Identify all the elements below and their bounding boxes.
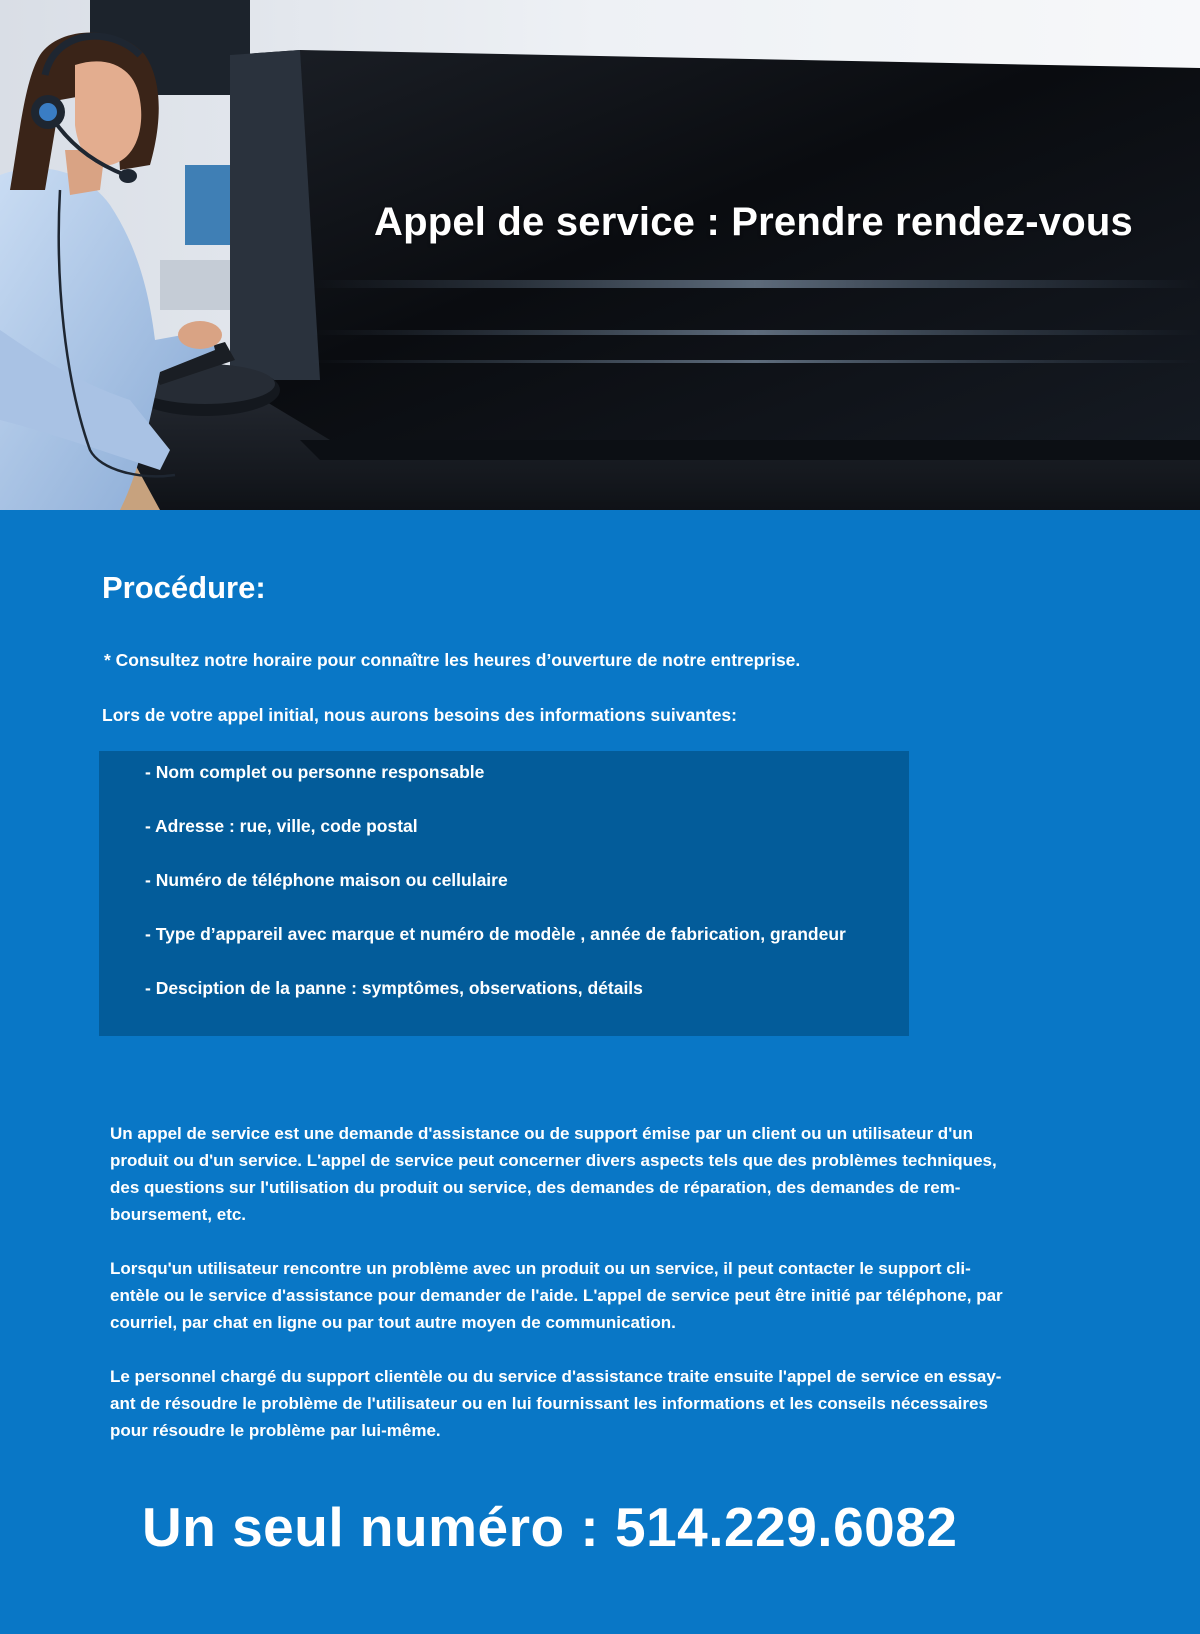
page-title: Appel de service : Prendre rendez-vous: [374, 200, 1133, 244]
schedule-note: * Consultez notre horaire pour connaître les heures d’ouverture de notre entreprise.: [104, 650, 801, 670]
description-paragraph-2: Lorsqu'un utilisateur rencontre un problème avec un produit ou un service, il peut contacter le support cli- entèle ou le service d'assistance pour demander de l'aide. L'appel de service peut être initié par téléphone, par courriel, par chat en ligne ou par tout autre moyen de communication.: [110, 1259, 1003, 1332]
list-item-device-type: - Type d’appareil avec marque et numéro de modèle , année de fabrication, grandeur: [145, 924, 846, 944]
list-item-full-name: - Nom complet ou personne responsable: [145, 762, 485, 782]
hero-banner: [0, 0, 1200, 510]
procedure-heading: Procédure:: [102, 570, 266, 605]
phone-number: Un seul numéro : 514.229.6082: [142, 1496, 958, 1558]
list-item-phone-number: - Numéro de téléphone maison ou cellulaire: [145, 870, 508, 890]
service-call-description: [110, 1120, 1010, 1471]
list-item-fault-description: - Desciption de la panne : symptômes, observations, détails: [145, 978, 643, 998]
description-paragraph-3: Le personnel chargé du support clientèle ou du service d'assistance traite ensuite l'appel de service en essay- ant de résoudre le problème de l'utilisateur ou en lui fournissant les informations et les conseils nécessaires pour résoudre le problème par lui-même.: [110, 1367, 1002, 1440]
description-paragraph-1: Un appel de service est une demande d'assistance ou de support émise par un client ou un utilisateur d'un produit ou d'un service. L'appel de service peut concerner divers aspects tels que des problèmes techniques, des questions sur l'utilisation du produit ou service, des demandes de réparation, des demandes de rem- boursement, etc.: [110, 1124, 997, 1224]
required-info-box: [99, 751, 909, 1036]
hero-illustration: [0, 0, 1200, 510]
required-info-intro: Lors de votre appel initial, nous aurons besoins des informations suivantes:: [102, 705, 737, 725]
list-item-address: - Adresse : rue, ville, code postal: [145, 816, 418, 836]
